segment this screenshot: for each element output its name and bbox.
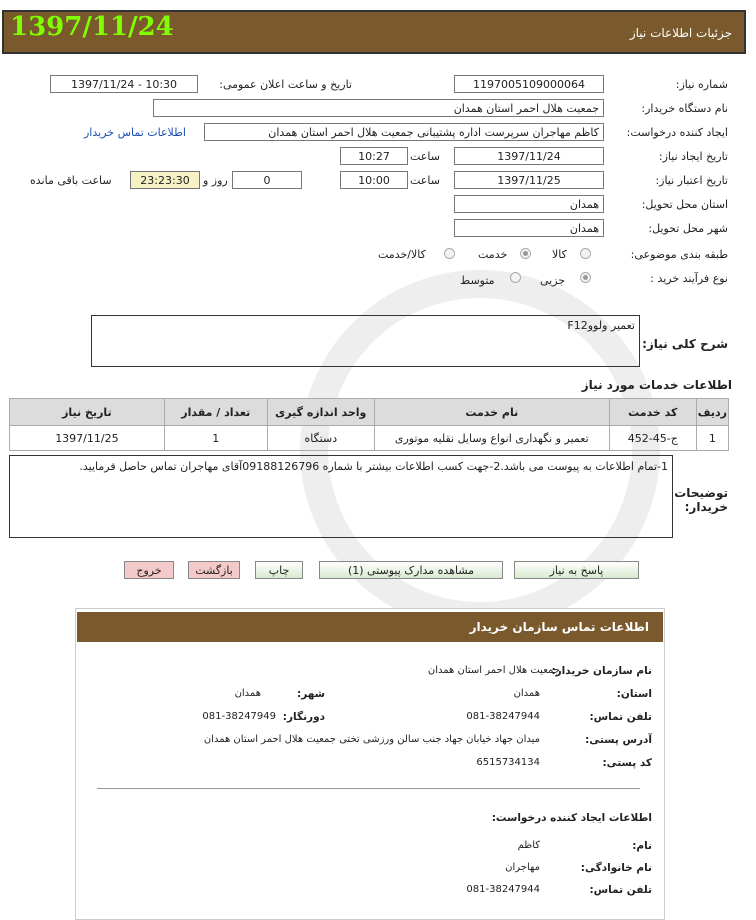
summary-box xyxy=(91,315,640,367)
creator-label: ایجاد کننده درخواست: xyxy=(626,126,728,139)
contact-postal-label: کد پستی: xyxy=(602,757,652,769)
services-title: اطلاعات خدمات مورد نیاز xyxy=(581,378,732,392)
cell-unit: دستگاه xyxy=(267,426,374,451)
validity-label: تاریخ اعتبار نیاز: xyxy=(655,174,728,187)
cell-name: تعمیر و نگهداری انواع وسایل نقلیه موتوری xyxy=(374,426,609,451)
process-medium-label: متوسط xyxy=(460,274,495,287)
col-row: ردیف xyxy=(696,399,728,426)
creator-field: کاظم مهاجران سرپرست اداره پشتیبانی جمعیت هلال احمر استان همدان xyxy=(204,123,604,141)
contact-address-value: میدان جهاد خیابان جهاد جنب سالن ورزشی تختی جمعیت هلال احمر استان همدان xyxy=(203,734,540,745)
category-service-radio[interactable] xyxy=(520,248,531,259)
cell-row: 1 xyxy=(696,426,728,451)
col-code: کد خدمت xyxy=(609,399,696,426)
creator-first-name-label: نام: xyxy=(632,840,652,852)
category-service-label: خدمت xyxy=(478,248,508,261)
remaining-label: ساعت باقی مانده xyxy=(30,174,112,187)
services-header-row xyxy=(10,399,729,426)
header-title: جزئیات اطلاعات نیاز xyxy=(629,26,732,40)
col-date: تاریخ نیاز xyxy=(10,399,165,426)
days-label: روز و xyxy=(203,174,228,187)
reply-button[interactable]: پاسخ به نیاز xyxy=(514,561,639,579)
back-button[interactable]: بازگشت xyxy=(188,561,240,579)
created-date-field: 1397/11/24 xyxy=(454,147,604,165)
contact-fax-value: 081-38247949 xyxy=(202,711,276,722)
contact-province-label: استان: xyxy=(616,688,652,700)
province-field: همدان xyxy=(454,195,604,213)
contact-phone-value: 081-38247944 xyxy=(466,711,540,722)
services-table xyxy=(9,398,729,451)
process-medium-radio[interactable] xyxy=(510,272,521,283)
contact-panel-title: اطلاعات تماس سازمان خریدار xyxy=(469,620,649,634)
cell-date: 1397/11/25 xyxy=(10,426,165,451)
created-date-label: تاریخ ایجاد نیاز: xyxy=(658,150,728,163)
category-label: طبقه بندی موضوعی: xyxy=(630,248,728,261)
col-name: نام خدمت xyxy=(374,399,609,426)
created-time-label: ساعت xyxy=(410,150,440,163)
category-goods-label: کالا xyxy=(552,248,567,261)
creator-first-name-value: کاظم xyxy=(517,840,540,851)
created-time-field: 10:27 xyxy=(340,147,408,165)
province-label: استان محل تحویل: xyxy=(641,198,728,211)
creator-last-name-value: مهاجران xyxy=(505,862,540,873)
need-number-field: 1197005109000064 xyxy=(454,75,604,93)
contact-city-value: همدان xyxy=(234,688,261,699)
view-documents-button[interactable]: مشاهده مدارک پیوستی (1) xyxy=(319,561,503,579)
buyer-org-field: جمعیت هلال احمر استان همدان xyxy=(153,99,604,117)
print-button[interactable]: چاپ xyxy=(255,561,303,579)
category-both-radio[interactable] xyxy=(444,248,455,259)
creator-last-name-label: نام خانوادگی: xyxy=(580,862,652,874)
contact-divider xyxy=(97,788,640,789)
summary-text: تعمیر ولووF12 xyxy=(567,319,635,332)
creator-phone-label: تلفن تماس: xyxy=(589,884,652,896)
validity-time-label: ساعت xyxy=(410,174,440,187)
header-date: 1397/11/24 xyxy=(10,12,174,42)
col-qty: تعداد / مقدار xyxy=(164,399,267,426)
announce-label: تاریخ و ساعت اعلان عمومی: xyxy=(219,78,352,91)
need-number-label: شماره نیاز: xyxy=(675,78,728,91)
contact-panel-header xyxy=(77,612,663,642)
buyer-contact-link[interactable]: اطلاعات تماس خریدار xyxy=(84,126,186,139)
category-goods-radio[interactable] xyxy=(580,248,591,259)
buyer-org-label: نام دستگاه خریدار: xyxy=(641,102,728,115)
cell-qty: 1 xyxy=(164,426,267,451)
cell-code: ج-45-452 xyxy=(609,426,696,451)
validity-time-field: 10:00 xyxy=(340,171,408,189)
buyer-notes-label: توضیحات خریدار: xyxy=(674,486,728,514)
buyer-notes-text: 1-تمام اطلاعات به پیوست می باشد.2-جهت کسب اطلاعات بیشتر با شماره 09188126796آقای مهاجران تماس حاصل فرمایید. xyxy=(79,460,668,473)
contact-panel xyxy=(75,608,665,920)
contact-phone-label: تلفن تماس: xyxy=(589,711,652,723)
process-minor-label: جزیی xyxy=(540,274,566,287)
contact-province-value: همدان xyxy=(513,688,540,699)
buyer-notes-box xyxy=(9,455,673,538)
city-field: همدان xyxy=(454,219,604,237)
days-field: 0 xyxy=(232,171,302,189)
contact-fax-label: دورنگار: xyxy=(282,711,325,723)
exit-button[interactable]: خروج xyxy=(124,561,174,579)
contact-address-label: آدرس پستی: xyxy=(585,734,652,746)
validity-date-field: 1397/11/25 xyxy=(454,171,604,189)
city-label: شهر محل تحویل: xyxy=(648,222,728,235)
contact-postal-value: 6515734134 xyxy=(476,757,540,768)
process-label: نوع فرآیند خرید : xyxy=(650,272,728,285)
category-both-label: کالا/خدمت xyxy=(378,248,426,261)
contact-org-label: نام سازمان خریدار: xyxy=(551,665,652,677)
announce-field: 1397/11/24 - 10:30 xyxy=(50,75,198,93)
creator-info-title: اطلاعات ایجاد کننده درخواست: xyxy=(491,812,652,824)
contact-city-label: شهر: xyxy=(297,688,325,700)
process-minor-radio[interactable] xyxy=(580,272,591,283)
col-unit: واحد اندازه گیری xyxy=(267,399,374,426)
creator-phone-value: 081-38247944 xyxy=(466,884,540,895)
remaining-time-field: 23:23:30 xyxy=(130,171,200,189)
summary-label: شرح کلی نیاز: xyxy=(642,337,728,351)
contact-org-value: جمعیت هلال احمر استان همدان xyxy=(427,665,560,676)
table-row xyxy=(10,426,729,451)
